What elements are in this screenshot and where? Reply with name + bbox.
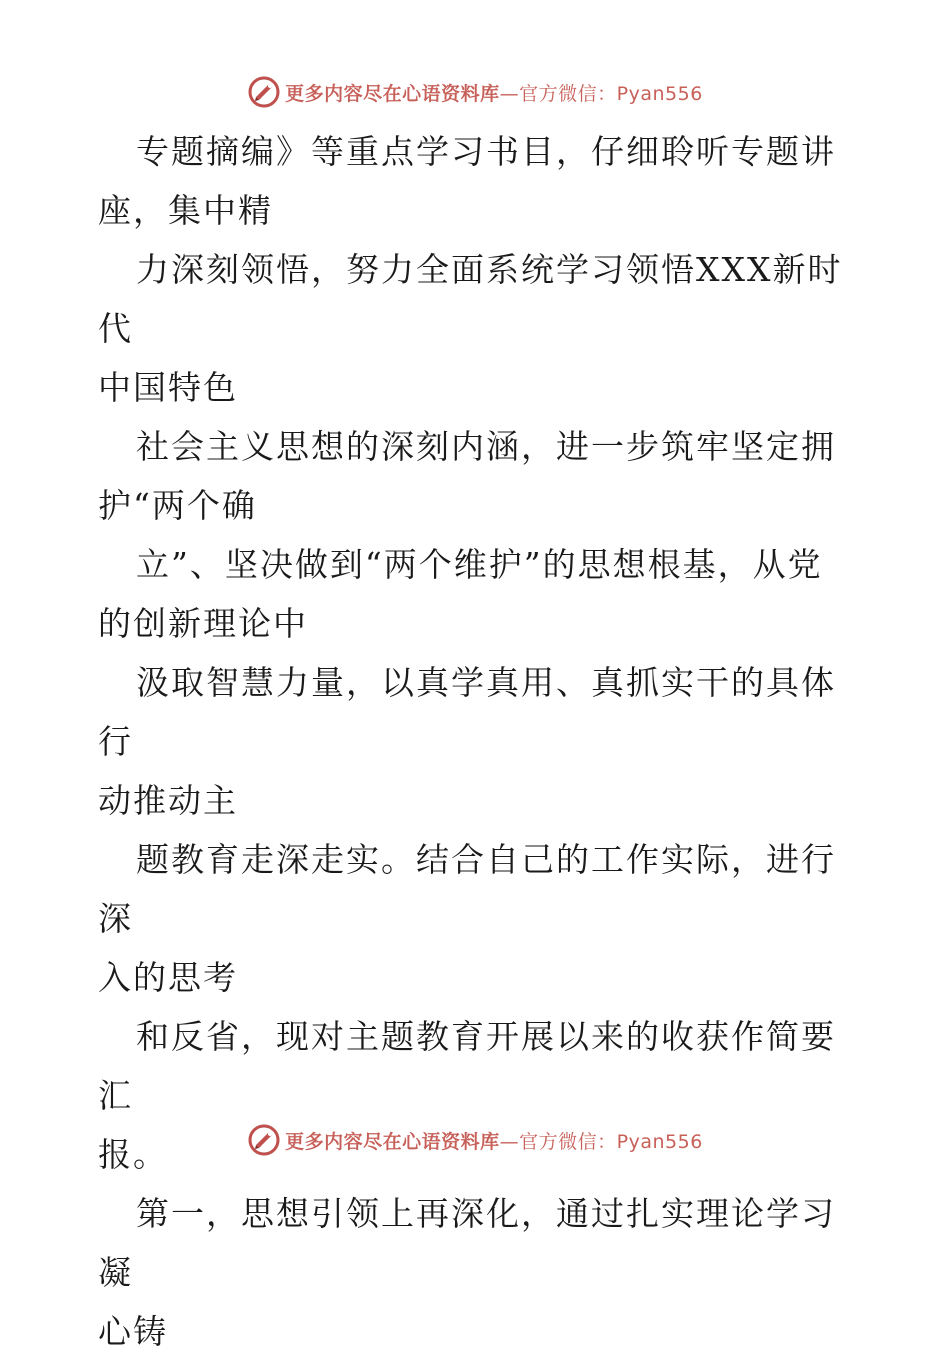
paragraph-line (98, 1184, 858, 1361)
footer-site-text: 更多内容尽在心语资料库 (285, 1130, 500, 1153)
line-text: 汲取智慧力量，以真学真用、真抓实干的具体行 (98, 663, 836, 761)
line-continuation: 的创新理论中 (98, 604, 308, 643)
paragraph-line (98, 122, 858, 240)
paragraph-line (98, 240, 858, 417)
paragraph-line (98, 653, 858, 830)
header-watermark (0, 72, 950, 112)
footer-wechat-text: —官方微信：Pyan556 (499, 1130, 703, 1153)
footer-watermark (0, 1120, 950, 1160)
line-text: 力深刻领悟，努力全面系统学习领悟XXX新时代 (98, 250, 843, 348)
line-text: 立”、坚决做到“两个维护”的思想根基，从党 (136, 545, 823, 584)
quill-logo-icon (247, 1123, 281, 1157)
line-continuation: 座，集中精 (98, 191, 273, 230)
line-continuation: 心铸 (98, 1312, 168, 1351)
line-text: 题教育走深走实。结合自己的工作实际，进行深 (98, 840, 836, 938)
line-text: 第一，思想引领上再深化，通过扎实理论学习凝 (98, 1194, 836, 1292)
quill-logo-icon (247, 75, 281, 109)
paragraph-line (98, 830, 858, 1007)
line-continuation: 报。 (98, 1135, 168, 1174)
line-continuation: 动推动主 (98, 781, 238, 820)
paragraph-line (98, 417, 858, 535)
line-text: 社会主义思想的深刻内涵，进一步筑牢坚定拥 (136, 427, 836, 466)
line-text: 和反省，现对主题教育开展以来的收获作简要汇 (98, 1017, 836, 1115)
line-continuation: 中国特色 (98, 368, 238, 407)
document-body (98, 122, 858, 1361)
header-wechat-text: —官方微信：Pyan556 (499, 82, 703, 105)
line-continuation: 护“两个确 (98, 486, 257, 525)
header-site-text: 更多内容尽在心语资料库 (285, 82, 500, 105)
line-text: 专题摘编》等重点学习书目，仔细聆听专题讲 (136, 132, 836, 171)
line-continuation: 入的思考 (98, 958, 238, 997)
paragraph-line (98, 535, 858, 653)
